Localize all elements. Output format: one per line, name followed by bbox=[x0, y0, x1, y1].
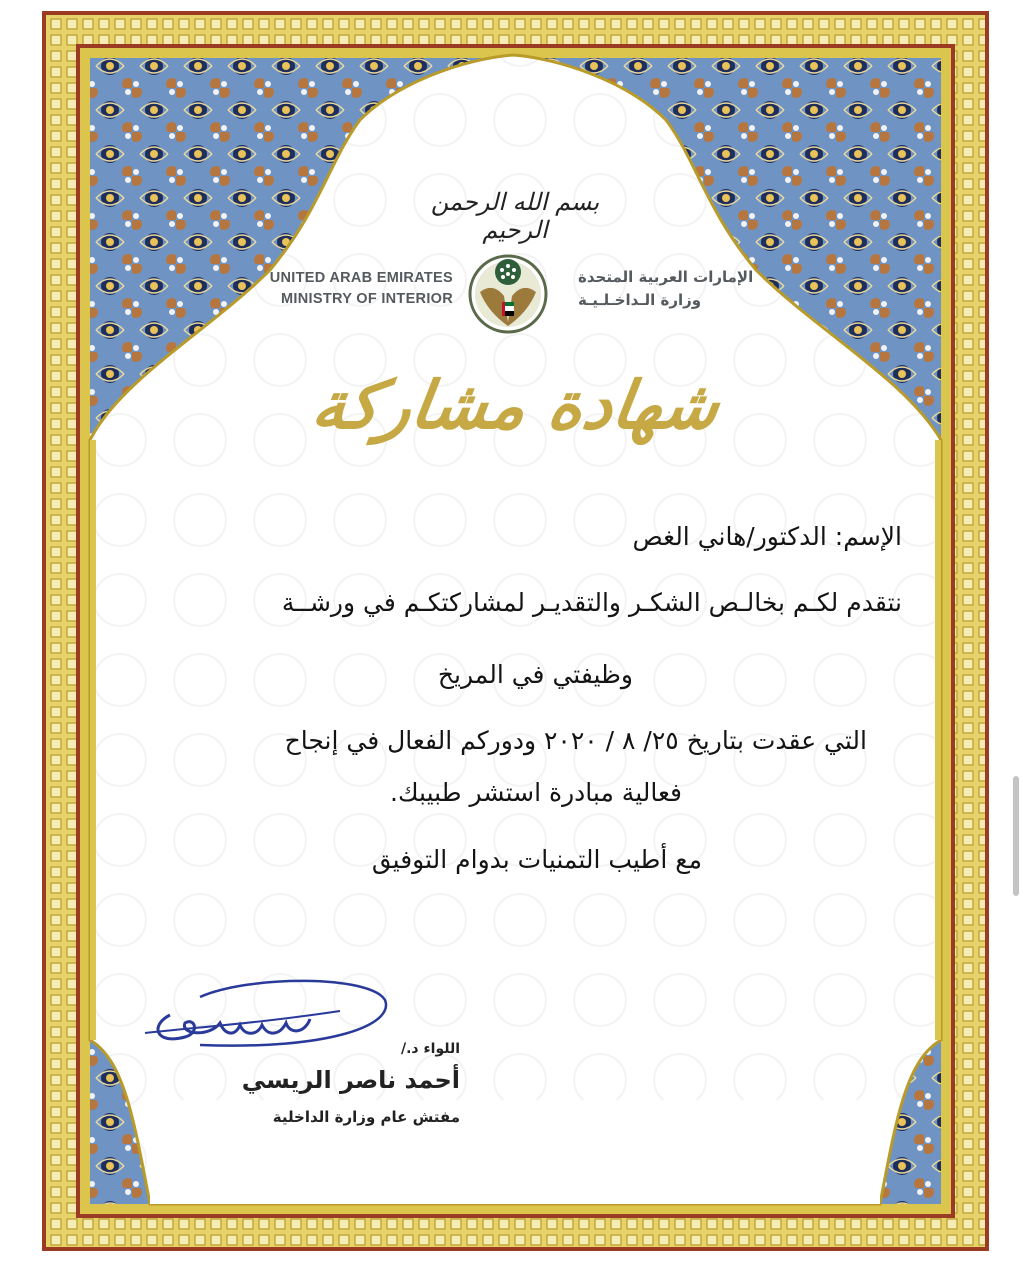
signer-rank: اللواء د./ bbox=[401, 1041, 460, 1057]
closing-line: مع أطيب التمنيات بدوام التوفيق bbox=[371, 845, 702, 874]
signer-title: مفتش عام وزارة الداخلية bbox=[272, 1108, 460, 1126]
certificate-title: شهادة مشاركة bbox=[307, 366, 725, 444]
header-en-line2: MINISTRY OF INTERIOR bbox=[281, 291, 453, 307]
header-en-line1: UNITED ARAB EMIRATES bbox=[269, 270, 453, 286]
workshop-name-line: وظيفتي في المريخ bbox=[437, 660, 633, 689]
header-ar-line1: الإمارات العربية المتحدة bbox=[578, 268, 754, 286]
thanks-line-1: نتقدم لكـم بخالـص الشكـر والتقديـر لمشاركتكـم في ورشــة bbox=[281, 588, 902, 617]
basmala-calligraphy: بسم الله الرحمن الرحيم bbox=[430, 188, 600, 244]
signer-name: أحمد ناصر الريسي bbox=[241, 1066, 460, 1094]
uae-ministry-emblem-icon bbox=[468, 252, 548, 337]
page-scrollbar[interactable] bbox=[1013, 776, 1019, 896]
recipient-name-line: الإسم: الدكتور/هاني الغص bbox=[632, 522, 902, 551]
header-ar-line2: وزارة الـداخـلـيـة bbox=[578, 291, 702, 309]
date-line-1: التي عقدت بتاريخ ٢٥/ ٨ / ٢٠٢٠ ودوركم الفعال في إنجاح bbox=[284, 726, 867, 755]
date-line-2: فعالية مبادرة استشر طبيبك. bbox=[390, 778, 682, 807]
